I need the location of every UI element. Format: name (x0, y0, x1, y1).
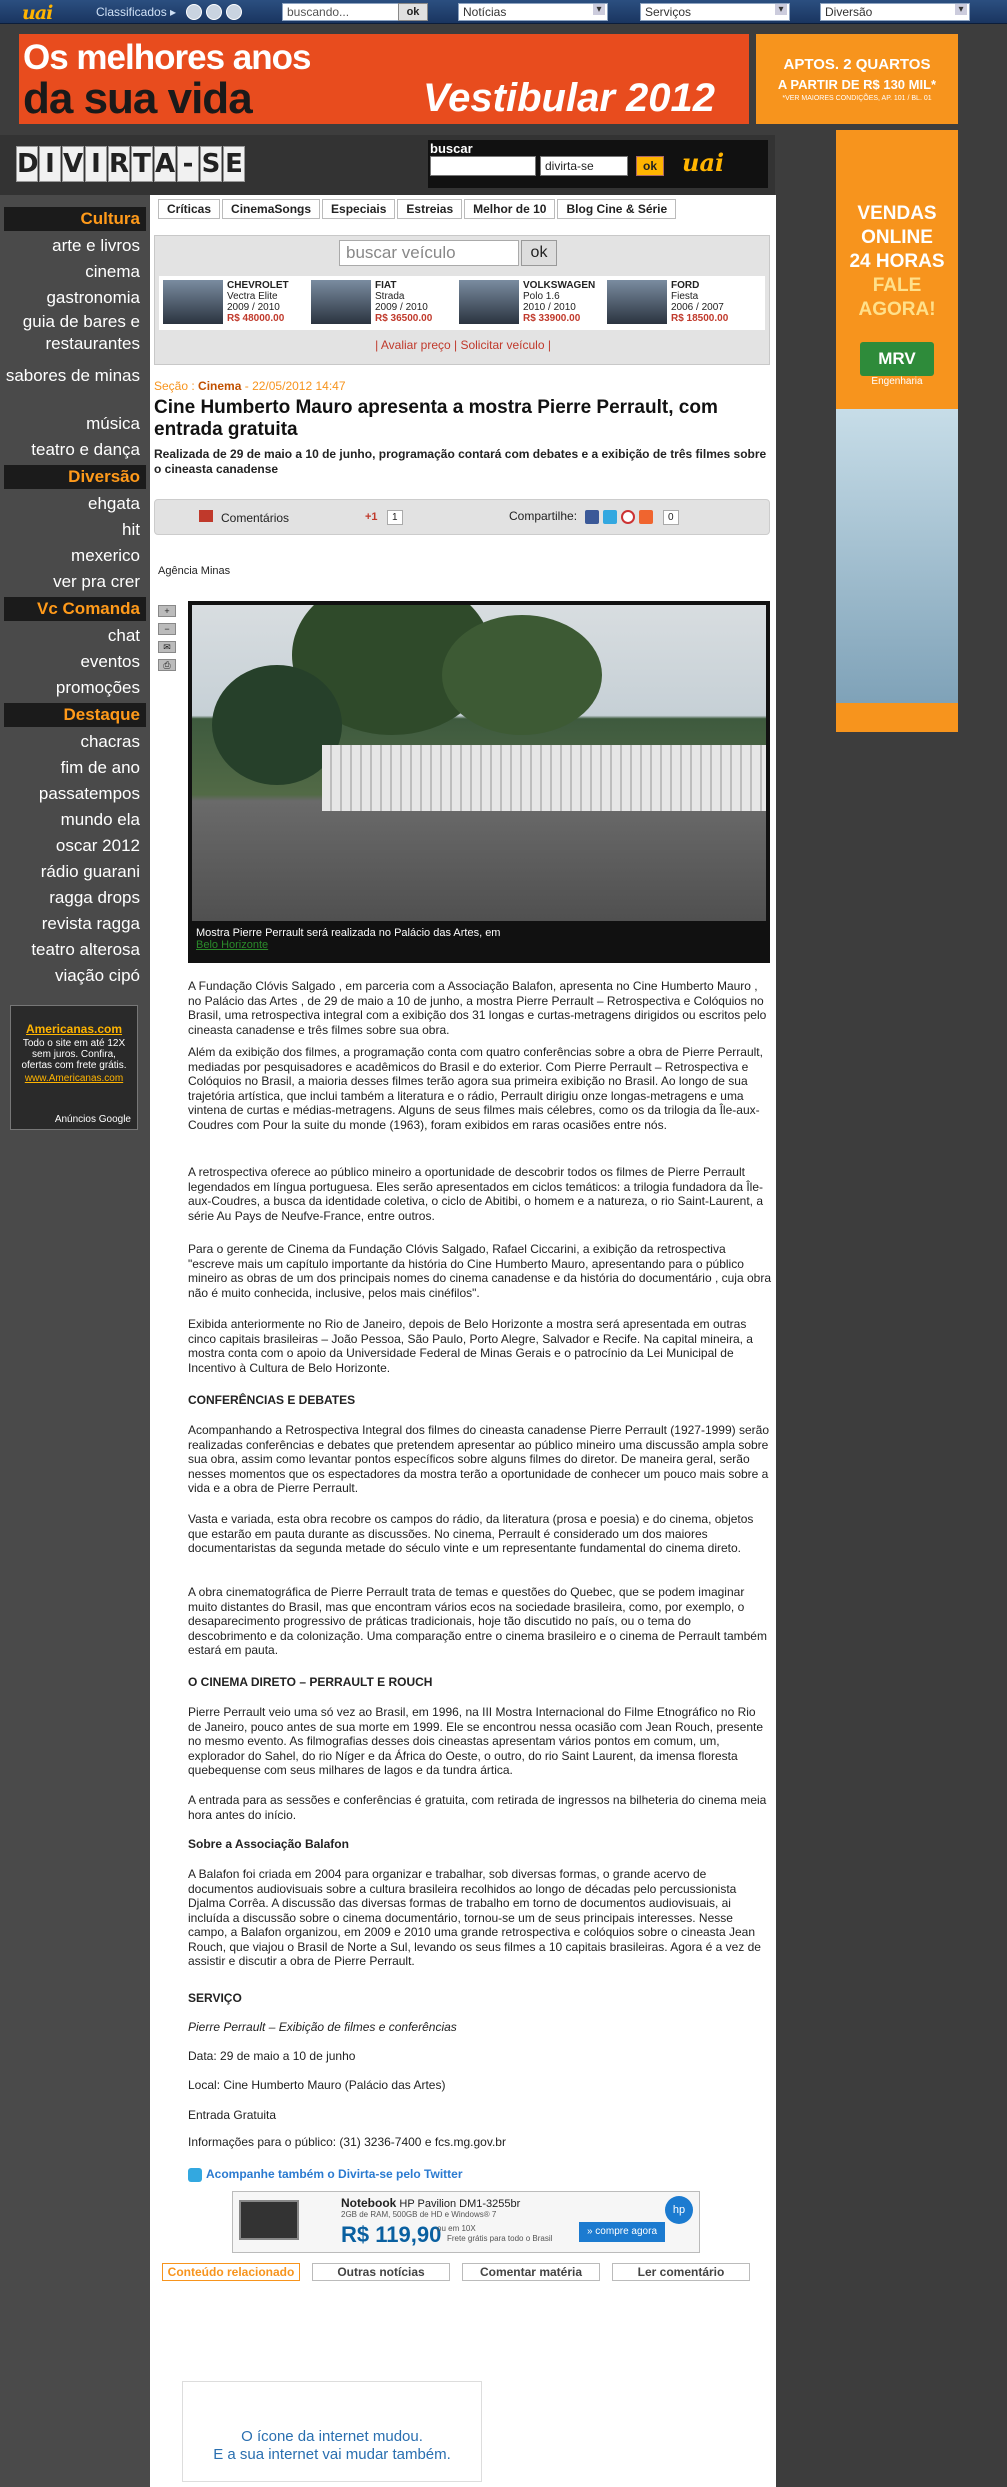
couple-photo (836, 409, 958, 703)
palacio-das-artes-image (192, 605, 766, 921)
section-heading: SERVIÇO (188, 1991, 242, 2005)
tab-melhor-de-10[interactable]: Melhor de 10 (464, 199, 555, 219)
aptos-line1: APTOS. 2 QUARTOS (783, 56, 931, 73)
net-ad-line1: O ícone da internet mudou. (241, 2428, 423, 2445)
ad-product-type: Notebook (341, 2196, 397, 2210)
car-model: Strada (375, 291, 405, 302)
nav-head-cultura[interactable]: Cultura (4, 207, 146, 231)
main-content (150, 195, 776, 2487)
tab-read-comments[interactable]: Ler comentário (612, 2263, 750, 2281)
tab-cinemasongs[interactable]: CinemaSongs (222, 199, 320, 219)
car-price: R$ 33900.00 (523, 313, 581, 324)
nav-item[interactable]: cinema (85, 262, 140, 281)
mrv-line2: ONLINE (861, 227, 933, 248)
nav-item[interactable]: chat (107, 626, 140, 645)
category-tabs (158, 199, 678, 219)
article-title: Cine Humberto Mauro apresenta a mostra Pierre Perrault, com entrada gratuita (154, 397, 718, 440)
brand-letter: - (177, 146, 199, 182)
vehicle-list (159, 276, 765, 330)
twitter-text: Acompanhe também o Divirta-se pelo Twitter (206, 2167, 463, 2181)
ad-body: Todo o site em até 12X sem juros. Confira, ofertas com frete grátis. (21, 1038, 127, 1071)
brand-letter: A (154, 146, 176, 182)
header-search-select[interactable]: divirta-se (540, 156, 628, 176)
banner-line2: da sua vida (23, 74, 252, 123)
car-price: R$ 48000.00 (227, 313, 285, 324)
aptos-banner[interactable] (756, 34, 958, 124)
nav-item[interactable]: fim de ano (60, 758, 140, 777)
car-photo[interactable] (311, 280, 371, 324)
ad-price-note: ou em 10X (437, 2224, 476, 2233)
car-brand: FORD (671, 280, 700, 291)
article-paragraph: A retrospectiva oferece ao público mineiro a oportunidade de descobrir todos os filmes de Pierre Perrault legendados em língua portuguesa. Eles serão apresentados em ciclos temáticos: a trilogia fundadora da Île-aux-Coudres, a busca da identidade coletiva, o ciclo de Abitibi, o homem e a natureza, o rio Saint-Laurent, a série Au Pays de Neufve-France, entre outros. (188, 1165, 764, 1223)
net-ad-line2: E a sua internet vai mudar também. (213, 2446, 451, 2463)
share-bar (154, 499, 770, 535)
ad-title[interactable]: Americanas.com (25, 1022, 123, 1036)
top-search-input[interactable]: buscando... (282, 3, 427, 21)
nav-head-vc-comanda[interactable]: Vc Comanda (4, 597, 146, 621)
nav-item[interactable]: eventos (80, 652, 140, 671)
nav-item[interactable]: arte e livros (52, 236, 140, 255)
article-paragraph: A obra cinematográfica de Pierre Perrault trata de temas e questões do Quebec, que se podem imaginar muito distantes do Brasil, mas que encontram vários ecos na sociedade brasileira, como, por exemplo, o desaparecimento progressivo de práticas tradicionais, hoje tão discutido no país, ou o tema do descobrimento e da colonização. Uma comparação entre o cinema brasileiro e o cinema de Perrault também estará em pauta. (188, 1585, 767, 1657)
nav-item[interactable]: sabores de minas (5, 366, 140, 385)
section-link[interactable]: Cinema (198, 379, 242, 393)
brand-letter: E (223, 146, 245, 182)
mrv-line3: 24 HORAS (849, 251, 945, 272)
nav-head-destaque[interactable]: Destaque (4, 703, 146, 727)
article-paragraph: Além da exibição dos filmes, a programação conta com quatro conferências sobre a obra de Pierre Perrault, mediadas por pesquisadores e acadêmicos do Brasil e do exterior. Com Pierre Perrault – Retrospectiva e Colóquios no Brasil, a maioria desses filmes terão agora sua primeira exibição no Brasil. Ao longo de sua trajetória artística, que inclui também a literatura e o rádio, Perrault dirigiu onze longas-metragens e uma vintena de curtas e médias-metragens. Alguns de seus filmes mais célebres, como os da trilogia da Île-aux-Coudres com Pour la suite du monde (1963), foram exibidos em raras ocasiões entre nós. (188, 1045, 763, 1132)
ad-product-model: HP Pavilion DM1-3255br (399, 2198, 521, 2210)
email-icon[interactable]: ✉ (158, 641, 176, 653)
nav-item[interactable]: música (86, 414, 140, 433)
americanas-ad[interactable] (10, 1005, 138, 1130)
car-year: 2010 / 2010 (523, 302, 576, 313)
nav-item[interactable]: rádio guarani (40, 862, 140, 881)
google-ads-text: Anúncios Google (54, 1114, 131, 1125)
globe-icon[interactable] (186, 4, 202, 20)
brand-letter: S (200, 146, 222, 182)
nav-item[interactable]: passatempos (38, 784, 140, 803)
rss-icon[interactable] (226, 4, 242, 20)
tab-criticas[interactable]: Críticas (158, 199, 220, 219)
brand-letter: T (131, 146, 153, 182)
car-price: R$ 18500.00 (671, 313, 729, 324)
comment-icon[interactable] (199, 510, 213, 522)
car-year: 2009 / 2010 (227, 302, 280, 313)
ad-product-spec: 2GB de RAM, 500GB de HD e Windows® 7 (341, 2210, 497, 2219)
vehicle-search-button[interactable]: ok (521, 240, 557, 266)
article-paragraph: Para o gerente de Cinema da Fundação Clóvis Salgado, Rafael Ciccarini, a exibição da retrospectiva "escreve mais um capítulo importante da história do Cine Humberto Mauro, apresentando para o público mineiro as obras de um dos principais nomes do cinema canadense e da história do documentário , cuja obra não é muito conhecida, inclusive, pelos mais cinéfilos". (188, 1242, 771, 1300)
vehicle-item[interactable] (455, 276, 603, 330)
nav-item[interactable]: promoções (55, 678, 140, 697)
header-search-button[interactable]: ok (636, 156, 664, 176)
vehicle-item[interactable] (603, 276, 751, 330)
section-heading: O CINEMA DIRETO – PERRAULT E ROUCH (188, 1675, 433, 1689)
brand-letter: I (39, 146, 61, 182)
nav-item[interactable]: gastronomia (46, 288, 140, 307)
vehicle-item[interactable] (159, 276, 307, 330)
top-bar (0, 0, 1007, 24)
car-photo[interactable] (163, 280, 223, 324)
nav-item[interactable]: chacras (80, 732, 140, 751)
font-increase-icon[interactable]: + (158, 605, 176, 617)
uai-logo-small[interactable]: uai (682, 148, 725, 177)
tree-shape (442, 615, 602, 735)
top-search-button[interactable]: ok (398, 3, 428, 21)
car-model: Polo 1.6 (523, 291, 560, 302)
nav-item[interactable]: viação cipó (54, 966, 140, 985)
article-section (154, 379, 346, 393)
car-brand: FIAT (375, 280, 397, 291)
article-photo[interactable] (188, 601, 770, 963)
addthis-icon[interactable] (639, 510, 653, 524)
notebook-ad[interactable] (232, 2191, 700, 2253)
tab-other-news[interactable]: Outras notícias (312, 2263, 450, 2281)
vestibular-banner[interactable] (19, 34, 749, 124)
banner-line1: Os melhores anos (23, 38, 311, 77)
print-icon[interactable]: ⎙ (158, 659, 176, 671)
section-label: Seção : (154, 379, 195, 393)
car-model: Vectra Elite (227, 291, 278, 302)
tab-comment-article[interactable]: Comentar matéria (462, 2263, 600, 2281)
nav-item[interactable]: ehgata (88, 494, 140, 513)
service-line: Informações para o público: (31) 3236-7400 e fcs.mg.gov.br (188, 2135, 506, 2149)
nav-head-diversao[interactable]: Diversão (4, 465, 146, 489)
text-tools (158, 605, 178, 677)
mrv-logo-sub: Engenharia (871, 376, 923, 387)
article-paragraph: Exibida anteriormente no Rio de Janeiro, depois de Belo Horizonte a mostra será apresentada em outras cinco capitais brasileiras – João Pessoa, São Paulo, Porto Alegre, Salvador e Recife. Na capital mineira, a mostra conta com o apoio da Universidade Federal de Minas Gerais e o patrocínio da Lei Municipal de Incentivo à Cultura de Belo Horizonte. (188, 1317, 753, 1375)
google-ads-label[interactable] (55, 1114, 131, 1125)
header-search-label: buscar (430, 141, 473, 156)
car-brand: VOLKSWAGEN (523, 280, 596, 291)
gplus-button[interactable]: +1 (365, 511, 378, 523)
mail-icon[interactable] (206, 4, 222, 20)
article-paragraph: Vasta e variada, esta obra recobre os campos do rádio, da literatura (prosa e poesia) e do cinema, objetos que estarão em pauta durante as discussões. No cinema, Perrault é considerado um dos maiores documentaristas da segunda metade do século vinte e um representante fundamental do cinema direto. (188, 1512, 754, 1555)
brand-letter: I (85, 146, 107, 182)
car-model: Fiesta (671, 291, 699, 302)
laptop-image (239, 2200, 299, 2240)
orkut-icon[interactable] (621, 510, 635, 524)
ad-product-price: R$ 119,90 (341, 2222, 442, 2247)
section-heading: Sobre a Associação Balafon (188, 1837, 349, 1851)
vehicle-item[interactable] (307, 276, 455, 330)
vehicle-search-widget (154, 235, 770, 365)
mrv-logo: MRV (860, 342, 934, 376)
news-select[interactable]: Notícias ▾ (458, 3, 608, 21)
car-price: R$ 36500.00 (375, 313, 433, 324)
ad-url[interactable]: www.Americanas.com (24, 1073, 124, 1084)
left-sidebar (0, 195, 150, 2487)
services-select[interactable]: Serviços ▾ (640, 3, 790, 21)
article-paragraph: A Fundação Clóvis Salgado , em parceria com a Associação Balafon, apresenta no Cine Humberto Mauro , no Palácio das Artes , de 29 de maio a 10 de junho, a mostra Pierre Perrault – Retrospectiva e Colóquios no Brasil, uma retrospectiva integral com a exibição dos 31 longas e curtas-metragens dirigidos ou escritos pelo cineasta canadense e três filmes sobre sua obra. (188, 979, 767, 1037)
font-decrease-icon[interactable]: − (158, 623, 176, 635)
brand-letter: V (62, 146, 84, 182)
building-shape (322, 745, 766, 811)
ad-shipping: Frete grátis para todo o Brasil (447, 2234, 553, 2243)
gplus-count: 1 (387, 510, 403, 525)
nav-item[interactable]: revista ragga (41, 914, 140, 933)
section-heading: CONFERÊNCIAS E DEBATES (188, 1393, 356, 1407)
nav-item[interactable]: ragga drops (49, 888, 140, 907)
classificados-link[interactable]: Classificados ▸ (96, 5, 177, 19)
nav-item[interactable]: teatro e dança (31, 440, 140, 459)
mrv-ad[interactable] (836, 130, 958, 732)
share-label: Compartilhe: (509, 509, 578, 523)
car-year: 2006 / 2007 (671, 302, 724, 313)
header-search-input[interactable] (430, 156, 536, 176)
car-brand: CHEVROLET (227, 280, 289, 291)
divirta-se-logo[interactable] (16, 146, 246, 184)
nav-item[interactable]: oscar 2012 (55, 836, 140, 855)
vehicle-search-input[interactable]: buscar veículo (339, 240, 519, 266)
fun-select[interactable]: Diversão ▾ (820, 3, 970, 21)
aptos-line2: A PARTIR DE R$ 130 MIL* (777, 77, 937, 92)
mrv-line1: VENDAS (857, 203, 937, 224)
twitter-bird-icon (188, 2168, 202, 2182)
article-paragraph: Acompanhando a Retrospectiva Integral dos filmes do cineasta canadense Pierre Perrault (1927-1999) serão realizadas conferências e debates que pretendem apresentar ao público mineiro uma discussão ampla sobre sua obra, assim como levantar pontos específicos sobre alguns filmes do diretor. De maneira geral, serão nesses momentos que os espectadores da mostra terão a oportunidade de conhecer um pouco mais sobre a vida e a obra de Pierre Perrault. (188, 1423, 770, 1495)
header-search (428, 140, 768, 188)
article-paragraph: A entrada para as sessões e conferências é gratuita, com retirada de ingressos na bilheteria do cinema meia hora antes do início. (188, 1793, 767, 1822)
photo-credit[interactable]: Belo Horizonte (196, 939, 269, 951)
nav-item[interactable]: mundo ela (60, 810, 140, 829)
aptos-line3: *VER MAIORES CONDIÇÕES, AP. 101 / BL. 01 (782, 95, 932, 102)
comments-link[interactable]: Comentários (221, 511, 290, 525)
article-paragraph: Pierre Perrault veio uma só vez ao Brasil, em 1996, na III Mostra Internacional do Filme Etnográfico no Rio de Janeiro, pouco antes de sua morte em 1999. Ele se encontrou nessa ocasião com Jean Rouch, presente no mesmo evento. As filmografias desses dois cineastas apresentam vários pontos em comum, um, explorador do Sahel, do rio Níger e da África do Oeste, o outro, do rio Saint Laurent, da imensa floresta quebequense com seus milhares de lagos e da tundra ártica. (188, 1705, 764, 1777)
car-year: 2009 / 2010 (375, 302, 428, 313)
hp-logo: hp (665, 2196, 693, 2224)
article-subtitle: Realizada de 29 de maio a 10 de junho, programação contará com debates e a exibição de três filmes sobre o cineasta canadense (154, 447, 767, 476)
nav-item[interactable]: teatro alterosa (31, 940, 140, 959)
banner-line3: Vestibular 2012 (422, 76, 715, 120)
mrv-line5: AGORA! (858, 299, 936, 320)
nav-item[interactable]: ver pra crer (53, 572, 140, 591)
bottom-tabs (162, 2263, 762, 2281)
buy-now-button[interactable]: » compre agora (579, 2222, 665, 2242)
vehicle-links[interactable]: | Avaliar preço | Solicitar veículo | (375, 338, 551, 352)
share-count: 0 (663, 510, 679, 525)
article-paragraph: A Balafon foi criada em 2004 para organizar e trabalhar, sob diversas formas, o grande acervo de documentos audiovisuais sobre a cultura brasileira recolhidos ao longo de décadas pelo percussionista Djalma Corrêa. A discussão das diversas formas de trabalho em torno de documentos audiovisuais, ai incluída a discussão sobre o cinema documentário, tornou-se um de seus principais interesses. Nesse campo, a Balafon organizou, em 2009 e 2010 uma grande retrospectiva e colóquios sobre o cineasta Jean Rouch, que viajou o Brasil de Norte a Sul, levando os seus filmes a 10 capitais brasileiras. Agora é a vez de assistir e discutir a obra de Pierre Perrault. (188, 1867, 761, 1968)
mrv-line4: FALE (872, 275, 922, 296)
twitter-follow-link[interactable] (188, 2167, 463, 2182)
tab-especiais[interactable]: Especiais (322, 199, 395, 219)
tab-estreias[interactable]: Estreias (397, 199, 462, 219)
car-photo[interactable] (459, 280, 519, 324)
agency-credit: Agência Minas (158, 565, 231, 577)
facebook-icon[interactable] (585, 510, 599, 524)
service-line: Data: 29 de maio a 10 de junho (188, 2049, 356, 2063)
tab-blog-cine-serie[interactable]: Blog Cine & Série (557, 199, 676, 219)
brand-letter: D (16, 146, 38, 182)
service-line: Entrada Gratuita (188, 2108, 277, 2122)
tab-related-content[interactable]: Conteúdo relacionado (162, 2263, 300, 2281)
article-date: - 22/05/2012 14:47 (244, 379, 346, 393)
nav-item[interactable]: hit (122, 520, 140, 539)
nav-item[interactable]: mexerico (71, 546, 140, 565)
car-photo[interactable] (607, 280, 667, 324)
service-line: Pierre Perrault – Exibição de filmes e conferências (188, 2020, 457, 2034)
service-line: Local: Cine Humberto Mauro (Palácio das Artes) (188, 2078, 446, 2092)
brand-letter: R (108, 146, 130, 182)
uai-logo[interactable]: uai (22, 2, 53, 24)
twitter-icon[interactable] (603, 510, 617, 524)
internet-ad[interactable] (182, 2381, 482, 2482)
nav-item[interactable]: guia de bares e restaurantes (22, 312, 140, 353)
photo-caption: Mostra Pierre Perrault será realizada no Palácio das Artes, em (196, 927, 501, 939)
